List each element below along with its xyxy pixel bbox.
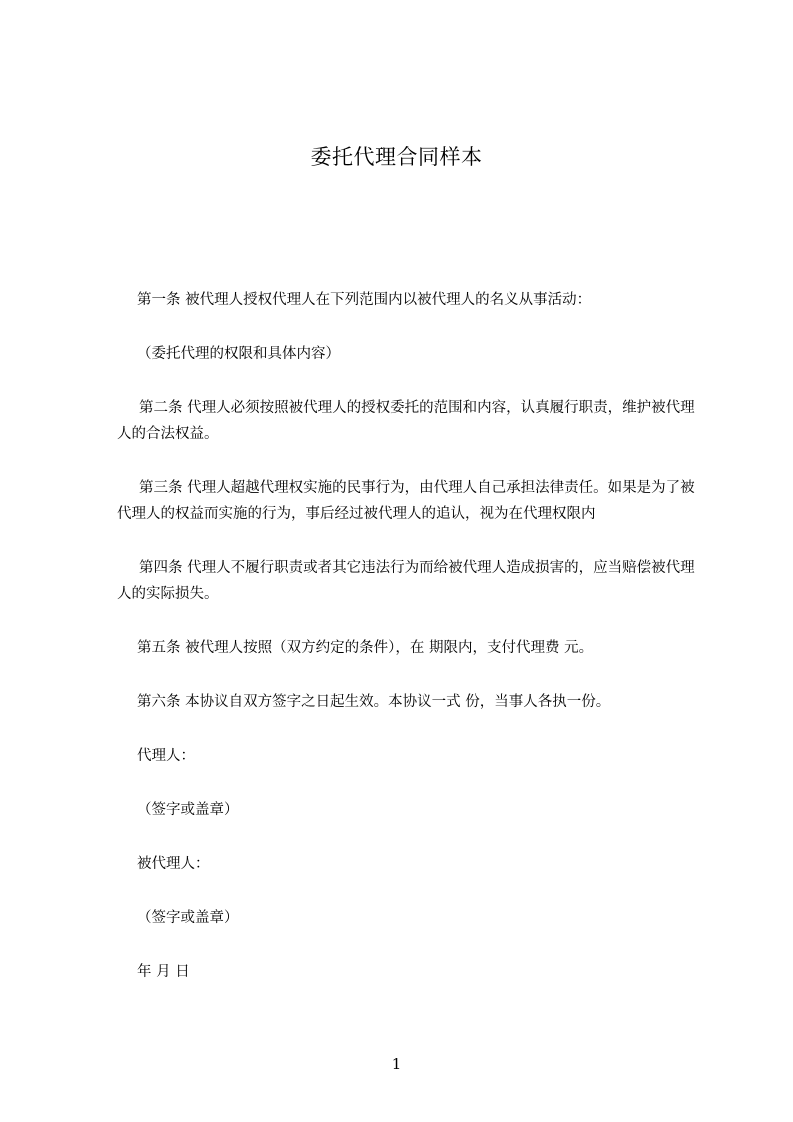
article-2: 第二条 代理人必须按照被代理人的授权委托的范围和内容，认真履行职责，维护被代理人的合法权益。 (117, 400, 695, 442)
article-1: 第一条 被代理人授权代理人在下列范围内以被代理人的名义从事活动： (137, 292, 592, 308)
agent-label: 代理人： (137, 748, 195, 764)
agent-signature-note: （签字或盖章） (137, 802, 239, 818)
article-5: 第五条 被代理人按照（双方约定的条件），在 期限内，支付代理费 元。 (137, 640, 594, 656)
article-1-note: （委托代理的权限和具体内容） (137, 346, 340, 362)
article-6: 第六条 本协议自双方签字之日起生效。本协议一式 份，当事人各执一份。 (137, 694, 611, 710)
date-line: 年 月 日 (137, 964, 190, 980)
document-title: 委托代理合同样本 (310, 145, 483, 169)
page-number: 1 (391, 1055, 402, 1073)
principal-label: 被代理人： (137, 856, 210, 872)
principal-signature-note: （签字或盖章） (137, 910, 239, 926)
article-4: 第四条 代理人不履行职责或者其它违法行为而给被代理人造成损害的，应当赔偿被代理人的实际损失。 (117, 560, 695, 602)
article-3: 第三条 代理人超越代理权实施的民事行为，由代理人自己承担法律责任。如果是为了被代理人的权益而实施的行为，事后经过被代理人的追认，视为在代理权限内 (117, 480, 695, 522)
